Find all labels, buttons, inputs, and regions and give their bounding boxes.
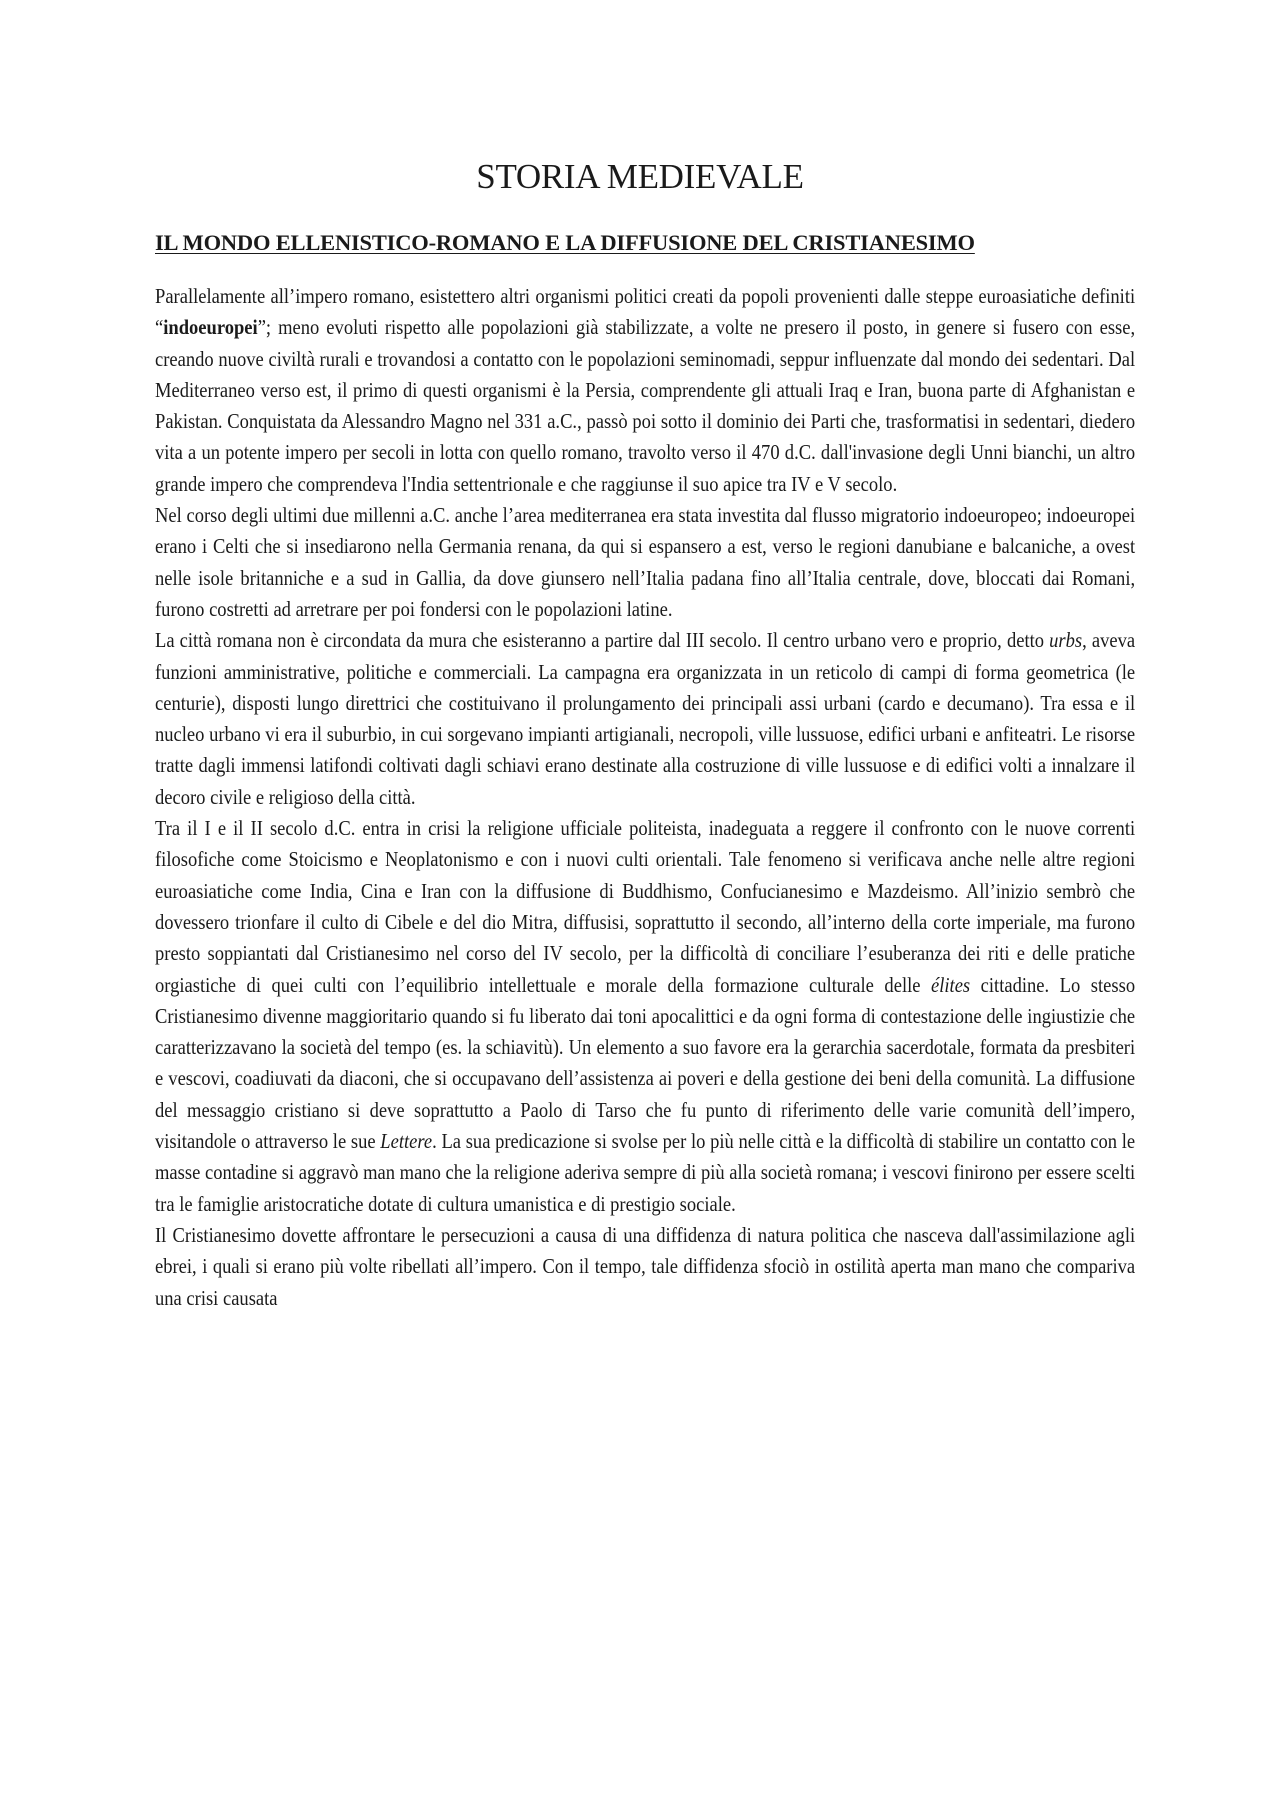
- paragraph-text: Il Cristianesimo dovette affrontare le persecuzioni a causa di una diffidenza di natura politica che nasceva dall'assimilazione agli ebrei, i quali si erano più volte ribellati all’impero. Con il tempo, tale diffidenza sfociò in ostilità aperta man mano che compariva una crisi causata: [155, 1222, 1136, 1310]
- paragraph-text: ”; meno evoluti rispetto alle popolazioni già stabilizzate, a volte ne presero il posto, in genere si fusero con esse, creando nuove civiltà rurali e trovandosi a contatto con le popolazioni seminomadi, seppur influenzate dal mondo dei sedentari. Dal Mediterraneo verso est, il primo di questi organismi è la Persia, comprendente gli attuali Iraq e Iran, buona parte di Afghanistan e Pakistan. Conquistata da Alessandro Magno nel 331 a.C., passò poi sotto il dominio dei Parti che, trasformatisi in sedentari, diedero vita a un potente impero per secoli in lotta con quello romano, travolto verso il 470 d.C. dall'invasione degli Unni bianchi, un altro grande impero che comprendeva l'India settentrionale e che raggiunse il suo apice tra IV e V secolo.: [155, 315, 1136, 496]
- paragraph-text: , aveva funzioni amministrative, politiche e commerciali. La campagna era organizzata in un reticolo di campi di forma geometrica (le centurie), disposti lungo direttrici che costituivano il prolungamento dei principali assi urbani (cardo e decumano). Tra essa e il nucleo urbano vi era il suburbio, in cui sorgevano impianti artigianali, necropoli, ville lussuose, edifici urbani e anfiteatri. Le risorse tratte dagli immensi latifondi coltivati dagli schiavi erano destinate alla costruzione di ville lussuose e di edifici volti a innalzare il decoro civile e religioso della città.: [155, 628, 1136, 809]
- paragraph-text: Nel corso degli ultimi due millenni a.C. anche l’area mediterranea era stata investita dal flusso migratorio indoeuropeo; indoeuropei erano i Celti che si insediarono nella Germania renana, da qui si espansero a est, verso le regioni danubiane e balcaniche, a ovest nelle isole britanniche e a sud in Gallia, da dove giunsero nell’Italia padana fino all’Italia centrale, dove, bloccati dai Romani, furono costretti ad arretrare per poi fondersi con le popolazioni latine.: [155, 503, 1136, 621]
- page-title: STORIA MEDIEVALE: [476, 157, 804, 196]
- paragraph-cristianesimo: [155, 813, 1135, 1220]
- emphasis-indoeuropei: indoeuropei: [163, 315, 258, 340]
- paragraph-text: Parallelamente all’impero romano, esistettero altri organismi politici creati da popoli provenienti dalle steppe euroasiatiche definiti “: [155, 284, 1136, 340]
- paragraph-celti: [155, 500, 1135, 625]
- body-text: [155, 281, 1135, 1314]
- emphasis-lettere: Lettere: [380, 1129, 433, 1154]
- paragraph-citta-romana: [155, 625, 1135, 813]
- paragraph-text: . La sua predicazione si svolse per lo più nelle città e la difficoltà di stabilire un contatto con le masse contadine si aggravò man mano che la religione aderiva sempre di più alla società romana; i vescovi finirono per essere scelti tra le famiglie aristocratiche dotate di cultura umanistica e di prestigio sociale.: [155, 1129, 1136, 1216]
- paragraph-text: Tra il I e il II secolo d.C. entra in crisi la religione ufficiale politeista, inadeguata a reggere il confronto con le nuove correnti filosofiche come Stoicismo e Neoplatonismo e con i nuovi culti orientali. Tale fenomeno si verificava anche nelle altre regioni euroasiatiche come India, Cina e Iran con la diffusione di Buddhismo, Confucianesimo e Mazdeismo. All’inizio sembrò che dovessero trionfare il culto di Cibele e del dio Mitra, diffusisi, soprattutto il secondo, all’interno della corte imperiale, ma furono presto soppiantati dal Cristianesimo nel corso del IV secolo, per la difficoltà di conciliare l’esuberanza dei riti e delle pratiche orgiastiche di quei culti con l’equilibrio intellettuale e morale della formazione culturale delle: [155, 816, 1136, 997]
- section-heading: IL MONDO ELLENISTICO-ROMANO E LA DIFFUSIONE DEL CRISTIANESIMO: [155, 230, 975, 255]
- emphasis-urbs: urbs: [1049, 628, 1083, 653]
- paragraph-persia: [155, 281, 1135, 500]
- paragraph-text: La città romana non è circondata da mura che esisteranno a partire dal III secolo. Il centro urbano vero e proprio, detto: [155, 628, 1050, 653]
- paragraph-text: cittadine. Lo stesso Cristianesimo divenne maggioritario quando si fu liberato dai toni apocalittici e da ogni forma di contestazione delle ingiustizie che caratterizzavano la società del tempo (es. la schiavitù). Un elemento a suo favore era la gerarchia sacerdotale, formata da presbiteri e vescovi, coadiuvati da diaconi, che si occupavano dell’assistenza ai poveri e della gestione dei beni della comunità. La diffusione del messaggio cristiano si deve soprattutto a Paolo di Tarso che fu punto di riferimento delle varie comunità dell’impero, visitandole o attraverso le sue: [155, 972, 1136, 1154]
- paragraph-persecuzioni: [155, 1220, 1135, 1314]
- emphasis-elites: élites: [931, 972, 971, 997]
